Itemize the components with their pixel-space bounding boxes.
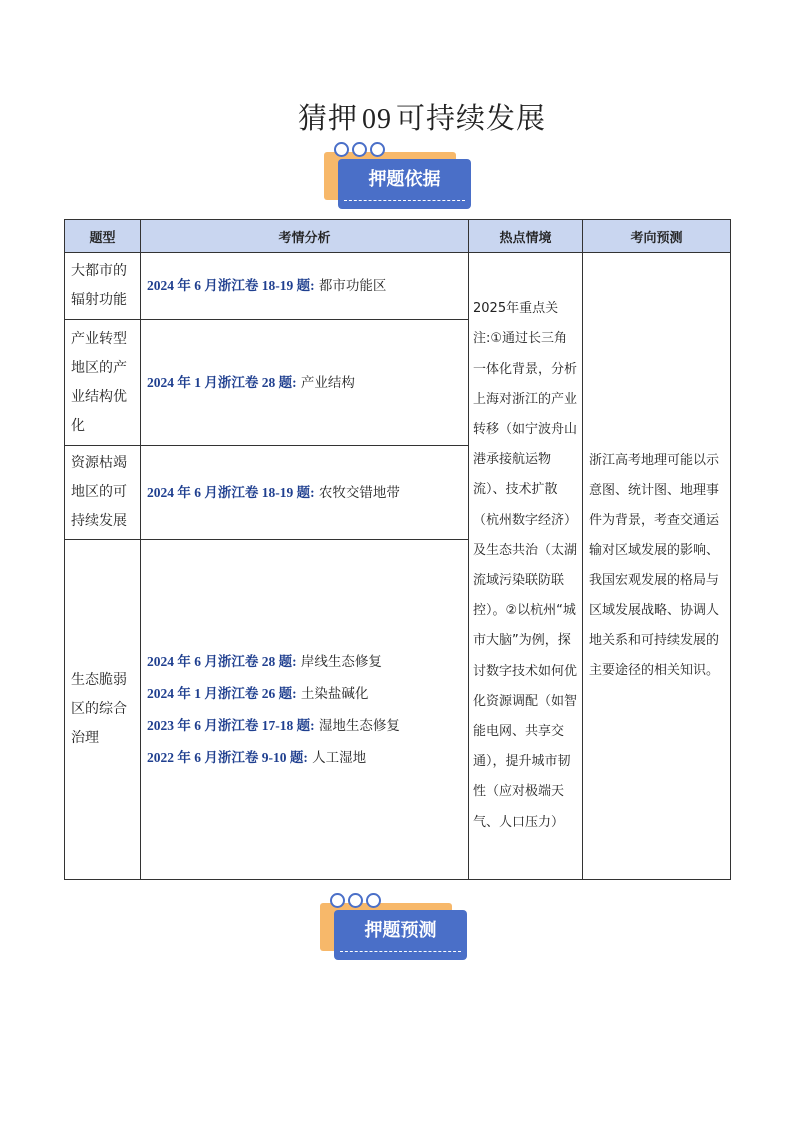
row-analysis (141, 320, 469, 446)
row-type: 产业转型地区的产业结构优化 (65, 320, 141, 446)
title-number: 09 (362, 104, 392, 135)
exam-source: 2024 年 6 月浙江卷 18-19 题: (147, 278, 315, 293)
section-banner-prediction (320, 893, 480, 969)
exam-reference (147, 367, 462, 399)
exam-topic: 农牧交错地带 (318, 484, 400, 501)
exam-reference (147, 678, 462, 710)
banner-label: 押题预测 (364, 920, 437, 941)
exam-reference (147, 270, 462, 302)
exam-topic: 岸线生态修复 (300, 653, 382, 670)
section-banner-basis (324, 142, 484, 218)
banner-dash-line (340, 951, 461, 952)
exam-source: 2024 年 6 月浙江卷 18-19 题: (147, 484, 315, 500)
basis-table (64, 219, 731, 880)
row-type: 资源枯竭地区的可持续发展 (65, 446, 141, 540)
page-title (0, 96, 794, 137)
title-prefix: 猜押 (297, 101, 358, 135)
banner-rings-icon (334, 142, 388, 158)
exam-topic: 都市功能区 (318, 278, 387, 294)
header-hot: 热点情境 (469, 220, 583, 253)
exam-source: 2024 年 6 月浙江卷 28 题: (147, 653, 297, 669)
row-analysis (141, 540, 469, 880)
exam-topic: 湿地生态修复 (318, 717, 400, 734)
exam-source: 2023 年 6 月浙江卷 17-18 题: (147, 717, 315, 733)
exam-reference (147, 710, 462, 742)
exam-source: 2022 年 6 月浙江卷 9-10 题: (147, 749, 308, 765)
exam-reference (147, 477, 462, 509)
row-type: 生态脆弱区的综合治理 (65, 540, 141, 880)
table-header-row (65, 220, 731, 253)
banner-dash-line (344, 200, 465, 201)
row-analysis (141, 253, 469, 320)
exam-source: 2024 年 1 月浙江卷 28 题: (147, 374, 297, 390)
table-row (65, 253, 731, 320)
header-analysis: 考情分析 (141, 220, 469, 253)
exam-reference (147, 646, 462, 678)
header-type: 题型 (65, 220, 141, 253)
prediction-text: 浙江高考地理可能以示意图、统计图、地理事件为背景，考查交通运输对区域发展的影响、我国宏观发展的格局与区域发展战略、协调人地关系和可持续发展的主要途径的相关知识。 (583, 253, 731, 880)
exam-source: 2024 年 1 月浙江卷 26 题: (147, 685, 297, 701)
exam-topic: 人工湿地 (312, 749, 367, 766)
header-prediction: 考向预测 (583, 220, 731, 253)
exam-topic: 产业结构 (300, 374, 355, 391)
title-suffix: 可持续发展 (396, 101, 547, 135)
banner-label: 押题依据 (368, 169, 441, 190)
exam-topic: 土染盐碱化 (300, 685, 369, 702)
row-analysis (141, 446, 469, 540)
banner-rings-icon (330, 893, 384, 909)
hot-context: 2025年重点关注:①通过长三角一体化背景，分析上海对浙江的产业转移（如宁波舟山港承接航运物流）、技术扩散（杭州数字经济）及生态共治（太湖流域污染联防联控）。②以杭州“城市大脑”为例，探讨数字技术如何优化资源调配（如智能电网、共享交通），提升城市韧性（应对极端天气、人口压力） (469, 253, 583, 880)
row-type: 大都市的辐射功能 (65, 253, 141, 320)
exam-reference (147, 742, 462, 774)
